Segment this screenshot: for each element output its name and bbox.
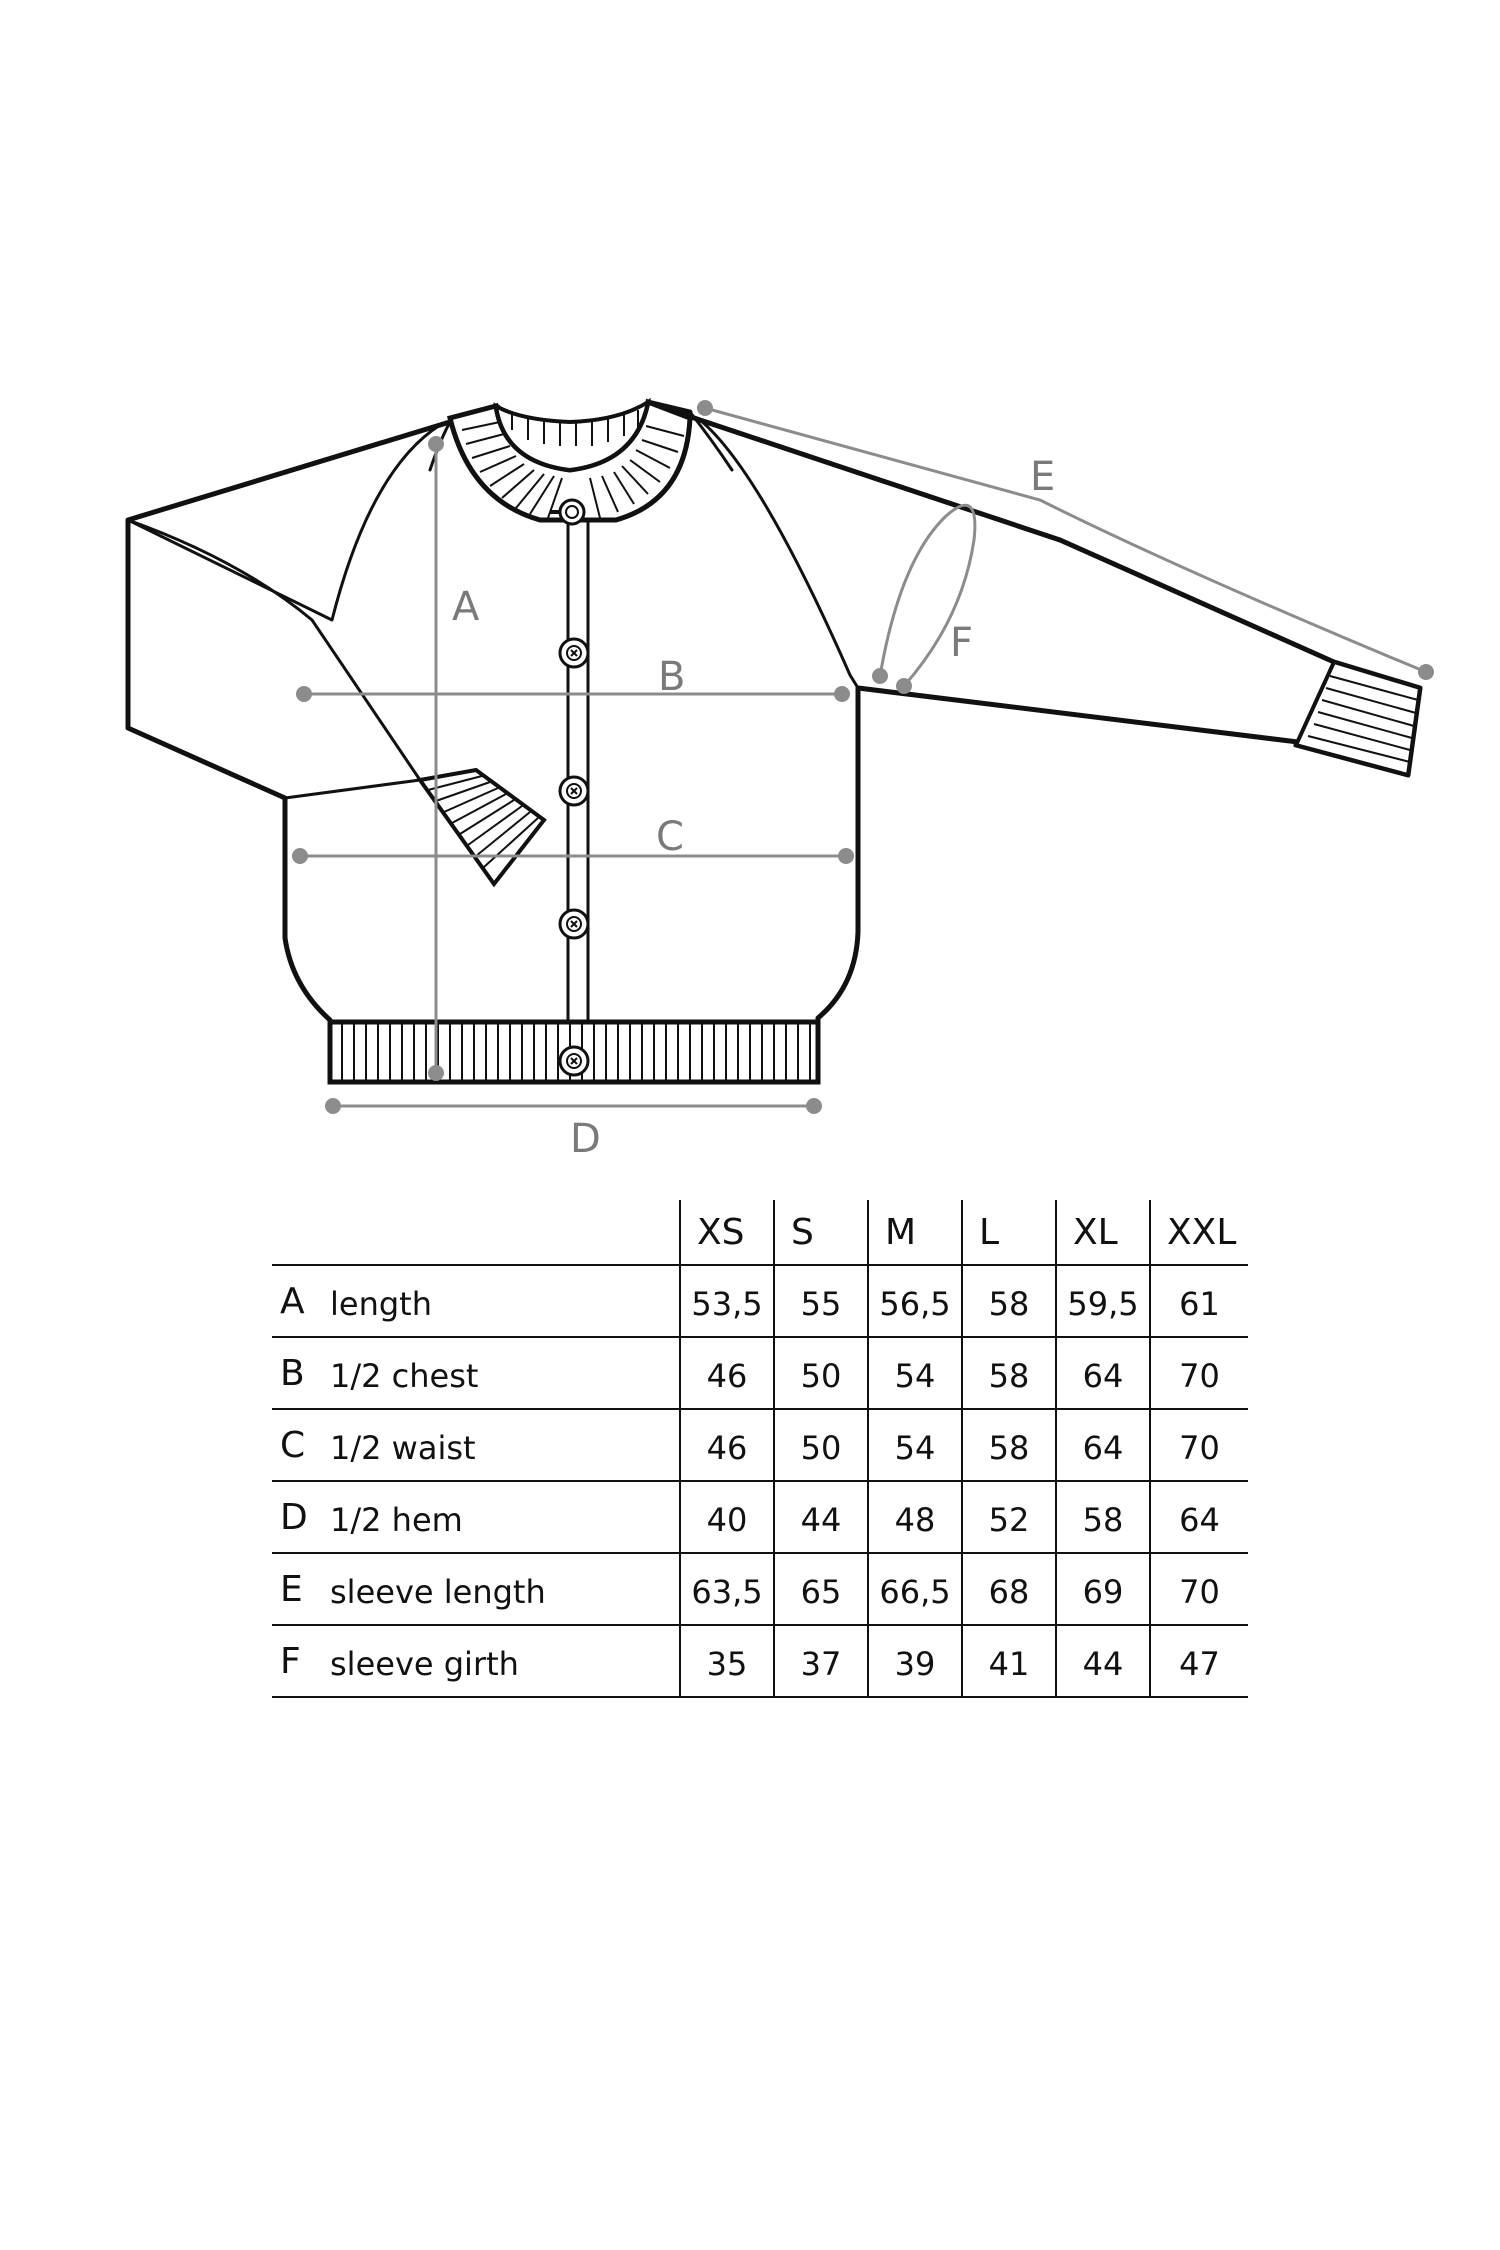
size-header-s: S bbox=[774, 1200, 868, 1265]
table-cell: 65 bbox=[774, 1553, 868, 1625]
label-a: A bbox=[452, 584, 480, 630]
measure-a bbox=[428, 436, 444, 1081]
size-header-xl: XL bbox=[1056, 1200, 1150, 1265]
size-chart-table bbox=[272, 1200, 1248, 1698]
measure-label: length bbox=[330, 1265, 680, 1337]
table-cell: 61 bbox=[1150, 1265, 1248, 1337]
table-cell: 64 bbox=[1150, 1481, 1248, 1553]
table-cell: 52 bbox=[962, 1481, 1056, 1553]
table-cell: 46 bbox=[680, 1337, 774, 1409]
button-1 bbox=[560, 639, 588, 667]
table-cell: 56,5 bbox=[868, 1265, 962, 1337]
measure-c bbox=[292, 848, 854, 864]
table-cell: 54 bbox=[868, 1337, 962, 1409]
size-header-xxl: XXL bbox=[1150, 1200, 1248, 1265]
table-row bbox=[272, 1625, 1248, 1697]
measure-code: B bbox=[272, 1337, 330, 1409]
table-row bbox=[272, 1265, 1248, 1337]
button-4 bbox=[560, 1047, 588, 1075]
table-row bbox=[272, 1481, 1248, 1553]
table-cell: 58 bbox=[962, 1337, 1056, 1409]
table-cell: 50 bbox=[774, 1337, 868, 1409]
table-cell: 64 bbox=[1056, 1337, 1150, 1409]
table-row bbox=[272, 1337, 1248, 1409]
header-blank-code bbox=[272, 1200, 330, 1265]
cardigan-outline bbox=[128, 402, 1420, 1082]
measure-b bbox=[296, 686, 850, 702]
table-cell: 35 bbox=[680, 1625, 774, 1697]
table-cell: 44 bbox=[774, 1481, 868, 1553]
measure-label: sleeve length bbox=[330, 1553, 680, 1625]
table-cell: 44 bbox=[1056, 1625, 1150, 1697]
table-cell: 41 bbox=[962, 1625, 1056, 1697]
table-cell: 70 bbox=[1150, 1337, 1248, 1409]
table-row bbox=[272, 1409, 1248, 1481]
measure-code: F bbox=[272, 1625, 330, 1697]
table-cell: 58 bbox=[962, 1409, 1056, 1481]
table-cell: 46 bbox=[680, 1409, 774, 1481]
size-header-l: L bbox=[962, 1200, 1056, 1265]
label-d: D bbox=[570, 1116, 601, 1162]
right-cuff bbox=[1296, 662, 1420, 775]
table-cell: 50 bbox=[774, 1409, 868, 1481]
table-cell: 70 bbox=[1150, 1553, 1248, 1625]
table-cell: 70 bbox=[1150, 1409, 1248, 1481]
left-cuff bbox=[420, 770, 544, 884]
button-2 bbox=[560, 777, 588, 805]
measure-code: E bbox=[272, 1553, 330, 1625]
size-header-row bbox=[272, 1200, 1248, 1265]
table-cell: 58 bbox=[1056, 1481, 1150, 1553]
table-cell: 55 bbox=[774, 1265, 868, 1337]
table-cell: 40 bbox=[680, 1481, 774, 1553]
measure-label: sleeve girth bbox=[330, 1625, 680, 1697]
label-b: B bbox=[658, 654, 686, 700]
table-cell: 69 bbox=[1056, 1553, 1150, 1625]
table-cell: 64 bbox=[1056, 1409, 1150, 1481]
button-3 bbox=[560, 910, 588, 938]
label-f: F bbox=[950, 620, 974, 666]
header-blank-label bbox=[330, 1200, 680, 1265]
table-cell: 58 bbox=[962, 1265, 1056, 1337]
measurements bbox=[292, 400, 1434, 1114]
measure-d bbox=[325, 1098, 822, 1114]
label-c: C bbox=[656, 814, 684, 860]
measure-code: D bbox=[272, 1481, 330, 1553]
measure-label: 1/2 hem bbox=[330, 1481, 680, 1553]
table-cell: 59,5 bbox=[1056, 1265, 1150, 1337]
measure-code: C bbox=[272, 1409, 330, 1481]
measure-label: 1/2 waist bbox=[330, 1409, 680, 1481]
table-cell: 63,5 bbox=[680, 1553, 774, 1625]
table-cell: 47 bbox=[1150, 1625, 1248, 1697]
measure-label: 1/2 chest bbox=[330, 1337, 680, 1409]
size-header-xs: XS bbox=[680, 1200, 774, 1265]
label-e: E bbox=[1030, 454, 1056, 500]
table-cell: 37 bbox=[774, 1625, 868, 1697]
table-cell: 54 bbox=[868, 1409, 962, 1481]
table-row bbox=[272, 1553, 1248, 1625]
table-cell: 48 bbox=[868, 1481, 962, 1553]
measure-code: A bbox=[272, 1265, 330, 1337]
table-cell: 53,5 bbox=[680, 1265, 774, 1337]
table-cell: 68 bbox=[962, 1553, 1056, 1625]
size-header-m: M bbox=[868, 1200, 962, 1265]
table-cell: 39 bbox=[868, 1625, 962, 1697]
table-cell: 66,5 bbox=[868, 1553, 962, 1625]
